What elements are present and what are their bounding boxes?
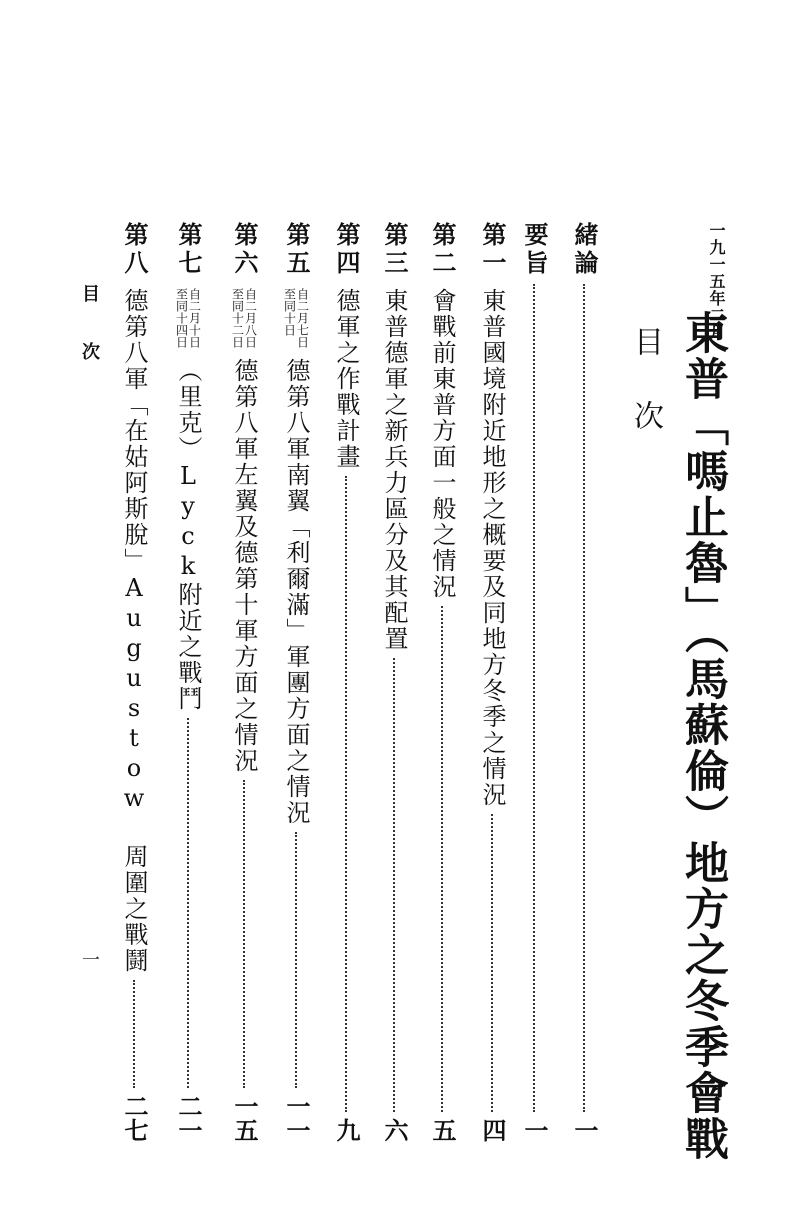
toc-entry-8 xyxy=(116,222,152,1142)
entry-title: 東普國境附近地形之概要及同地方冬季之情況 xyxy=(478,288,506,808)
leader-dots xyxy=(295,832,297,1088)
date-from: 自二月七日 xyxy=(295,288,310,348)
leader-dots xyxy=(583,284,585,1112)
entry-title: 德第八軍左翼及德第十軍方面之情況 xyxy=(230,358,258,774)
date-from: 自二月八日 xyxy=(243,288,258,348)
toc-entry-2 xyxy=(424,222,460,1142)
leader-dots xyxy=(533,284,535,1112)
leader-dots xyxy=(345,476,347,1112)
entry-label: 緒論 xyxy=(570,222,599,278)
entry-date-range xyxy=(232,288,257,348)
entry-page: 四 xyxy=(478,1118,507,1142)
toc-entry-1 xyxy=(474,222,510,1142)
entry-title: 德軍之作戰計畫 xyxy=(332,288,360,470)
entry-title: 德第八軍南翼「利爾滿」軍團方面之情況 xyxy=(282,358,310,826)
entry-date-range xyxy=(176,288,201,348)
entry-title: 會戰前東普方面一般之情況 xyxy=(428,288,456,600)
page-title: 東普「嗎止魯」（馬蘇倫）地方之冬季會戰 xyxy=(677,310,728,1162)
entry-label: 第三 xyxy=(380,222,409,278)
entry-title: 東普德軍之新兵力區分及其配置 xyxy=(380,288,408,652)
date-to: 至同十四日 xyxy=(174,288,189,348)
leader-dots xyxy=(133,980,135,1088)
entry-label: 第七 xyxy=(174,222,203,278)
leader-dots xyxy=(441,606,443,1112)
toc-entry-6 xyxy=(226,222,262,1142)
entry-page: 二七 xyxy=(120,1094,149,1142)
leader-dots xyxy=(491,814,493,1112)
date-to: 至同十日 xyxy=(282,288,297,336)
toc-heading: 目次 xyxy=(628,326,663,474)
toc-entry-4 xyxy=(328,222,364,1142)
entry-title: （里克）Lyck附近之戰鬥 xyxy=(174,358,202,712)
toc-entry-7 xyxy=(170,222,206,1142)
footer-section-label: 目次 xyxy=(79,284,100,400)
leader-dots xyxy=(393,658,395,1112)
entry-page: 一一 xyxy=(282,1094,311,1142)
entry-page: 五 xyxy=(428,1118,457,1142)
entry-page: 九 xyxy=(332,1118,361,1142)
toc-entry-summary xyxy=(516,222,552,1142)
footer-page-number: 一 xyxy=(79,950,100,968)
date-to: 至同十二日 xyxy=(230,288,245,348)
toc-entry-5 xyxy=(278,222,314,1142)
entry-label: 第五 xyxy=(282,222,311,278)
entry-page: 二一 xyxy=(174,1094,203,1142)
entry-label: 要旨 xyxy=(520,222,549,278)
entry-title: 德第八軍「在姑阿斯脫」Augustow 周圍之戰鬪 xyxy=(120,288,148,974)
leader-dots xyxy=(243,780,245,1088)
entry-label: 第六 xyxy=(230,222,259,278)
entry-label: 第二 xyxy=(428,222,457,278)
entry-page: 一 xyxy=(570,1118,599,1142)
title-year-note: 一九一五年二月 xyxy=(707,222,726,341)
leader-dots xyxy=(187,718,189,1088)
date-from: 自二月十日 xyxy=(187,288,202,348)
entry-page: 一 xyxy=(520,1118,549,1142)
toc-entry-3 xyxy=(376,222,412,1142)
entry-label: 第一 xyxy=(478,222,507,278)
entry-label: 第四 xyxy=(332,222,361,278)
entry-date-range xyxy=(284,288,309,348)
toc-entry-introduction xyxy=(566,222,602,1142)
entry-label: 第八 xyxy=(120,222,149,278)
entry-page: 六 xyxy=(380,1118,409,1142)
entry-page: 一五 xyxy=(230,1094,259,1142)
